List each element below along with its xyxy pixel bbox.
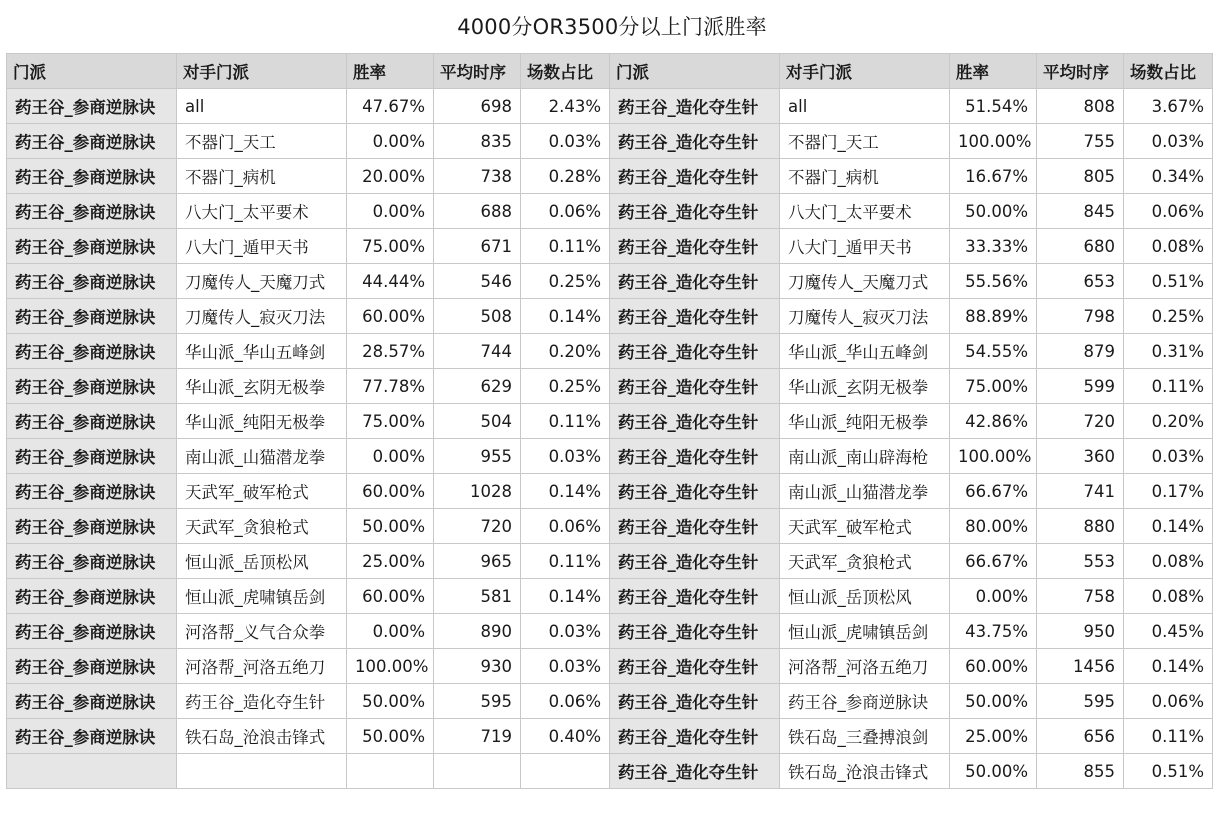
table-row xyxy=(7,544,1213,579)
cell-share-left[interactable]: 0.11% xyxy=(521,404,610,439)
cell-opponent-right[interactable]: 天武军_贪狼枪式 xyxy=(780,544,950,579)
cell-sect-left[interactable]: 药王谷_参商逆脉诀 xyxy=(7,229,177,264)
cell-winrate-right[interactable]: 42.86% xyxy=(950,404,1037,439)
header-winrate-left[interactable]: 胜率 xyxy=(347,54,434,89)
table-row xyxy=(7,649,1213,684)
cell-sect-left[interactable]: 药王谷_参商逆脉诀 xyxy=(7,614,177,649)
cell-opponent-right[interactable]: 铁石岛_沧浪击锋式 xyxy=(780,754,950,789)
cell-opponent-left[interactable]: 华山派_玄阴无极拳 xyxy=(177,369,347,404)
table-row xyxy=(7,264,1213,299)
table-row xyxy=(7,194,1213,229)
cell-avg-time-left[interactable]: 504 xyxy=(434,404,521,439)
cell-winrate-left[interactable]: 60.00% xyxy=(347,299,434,334)
cell-sect-left[interactable]: 药王谷_参商逆脉诀 xyxy=(7,439,177,474)
cell-winrate-left[interactable]: 50.00% xyxy=(347,719,434,754)
cell-avg-time-right[interactable]: 720 xyxy=(1037,404,1124,439)
cell-share-right[interactable]: 0.14% xyxy=(1124,509,1213,544)
cell-sect-left[interactable]: 药王谷_参商逆脉诀 xyxy=(7,719,177,754)
cell-sect-left[interactable]: 药王谷_参商逆脉诀 xyxy=(7,544,177,579)
cell-sect-right[interactable]: 药王谷_造化夺生针 xyxy=(610,474,780,509)
cell-opponent-left[interactable]: 药王谷_造化夺生针 xyxy=(177,684,347,719)
cell-avg-time-left[interactable]: 965 xyxy=(434,544,521,579)
header-sect-right[interactable]: 门派 xyxy=(610,54,780,89)
cell-avg-time-right[interactable]: 656 xyxy=(1037,719,1124,754)
cell-opponent-left[interactable]: 南山派_山猫潜龙拳 xyxy=(177,439,347,474)
cell-sect-right[interactable]: 药王谷_造化夺生针 xyxy=(610,649,780,684)
header-share-right[interactable]: 场数占比 xyxy=(1124,54,1213,89)
cell-share-left[interactable]: 0.20% xyxy=(521,334,610,369)
cell-opponent-right[interactable]: 不器门_病机 xyxy=(780,159,950,194)
cell-opponent-right[interactable]: 华山派_华山五峰剑 xyxy=(780,334,950,369)
cell-sect-left[interactable]: 药王谷_参商逆脉诀 xyxy=(7,509,177,544)
cell-avg-time-left[interactable]: 955 xyxy=(434,439,521,474)
cell-avg-time-left[interactable]: 595 xyxy=(434,684,521,719)
cell-share-right[interactable]: 0.14% xyxy=(1124,649,1213,684)
cell-opponent-left[interactable]: 八大门_遁甲天书 xyxy=(177,229,347,264)
cell-avg-time-right[interactable]: 798 xyxy=(1037,299,1124,334)
cell-share-right[interactable]: 0.11% xyxy=(1124,369,1213,404)
cell-avg-time-right[interactable]: 805 xyxy=(1037,159,1124,194)
cell-avg-time-left[interactable]: 508 xyxy=(434,299,521,334)
cell-sect-right[interactable]: 药王谷_造化夺生针 xyxy=(610,684,780,719)
cell-opponent-left[interactable]: 不器门_病机 xyxy=(177,159,347,194)
cell-avg-time-left[interactable]: 744 xyxy=(434,334,521,369)
header-opponent-right[interactable]: 对手门派 xyxy=(780,54,950,89)
cell-avg-time-right[interactable]: 553 xyxy=(1037,544,1124,579)
cell-share-left[interactable]: 0.11% xyxy=(521,229,610,264)
cell-share-right[interactable]: 0.34% xyxy=(1124,159,1213,194)
cell-sect-left[interactable]: 药王谷_参商逆脉诀 xyxy=(7,404,177,439)
cell-winrate-left[interactable]: 25.00% xyxy=(347,544,434,579)
cell-avg-time-left[interactable]: 1028 xyxy=(434,474,521,509)
cell-sect-right[interactable]: 药王谷_造化夺生针 xyxy=(610,264,780,299)
cell-share-left[interactable]: 0.03% xyxy=(521,439,610,474)
cell-opponent-left[interactable]: 八大门_太平要术 xyxy=(177,194,347,229)
cell-winrate-left[interactable] xyxy=(347,754,434,789)
cell-avg-time-left[interactable]: 738 xyxy=(434,159,521,194)
cell-share-right[interactable]: 0.45% xyxy=(1124,614,1213,649)
cell-sect-right[interactable]: 药王谷_造化夺生针 xyxy=(610,194,780,229)
table-row xyxy=(7,299,1213,334)
cell-sect-left[interactable]: 药王谷_参商逆脉诀 xyxy=(7,299,177,334)
cell-avg-time-left[interactable]: 546 xyxy=(434,264,521,299)
cell-opponent-right[interactable]: 八大门_遁甲天书 xyxy=(780,229,950,264)
cell-avg-time-right[interactable]: 855 xyxy=(1037,754,1124,789)
cell-avg-time-right[interactable]: 653 xyxy=(1037,264,1124,299)
cell-sect-right[interactable]: 药王谷_造化夺生针 xyxy=(610,369,780,404)
cell-share-right[interactable]: 0.06% xyxy=(1124,194,1213,229)
cell-opponent-right[interactable]: 天武军_破军枪式 xyxy=(780,509,950,544)
cell-sect-left[interactable]: 药王谷_参商逆脉诀 xyxy=(7,159,177,194)
cell-sect-right[interactable]: 药王谷_造化夺生针 xyxy=(610,509,780,544)
cell-avg-time-right[interactable]: 741 xyxy=(1037,474,1124,509)
cell-winrate-left[interactable]: 44.44% xyxy=(347,264,434,299)
cell-sect-right[interactable]: 药王谷_造化夺生针 xyxy=(610,544,780,579)
cell-sect-right[interactable]: 药王谷_造化夺生针 xyxy=(610,439,780,474)
cell-winrate-left[interactable]: 60.00% xyxy=(347,579,434,614)
cell-avg-time-right[interactable]: 758 xyxy=(1037,579,1124,614)
cell-winrate-left[interactable]: 20.00% xyxy=(347,159,434,194)
cell-avg-time-left[interactable]: 581 xyxy=(434,579,521,614)
cell-share-left[interactable]: 0.06% xyxy=(521,509,610,544)
cell-share-right[interactable]: 0.06% xyxy=(1124,684,1213,719)
cell-sect-left[interactable]: 药王谷_参商逆脉诀 xyxy=(7,194,177,229)
cell-sect-left[interactable]: 药王谷_参商逆脉诀 xyxy=(7,579,177,614)
cell-sect-right[interactable]: 药王谷_造化夺生针 xyxy=(610,299,780,334)
cell-winrate-left[interactable]: 0.00% xyxy=(347,439,434,474)
cell-winrate-right[interactable]: 100.00% xyxy=(950,124,1037,159)
cell-opponent-right[interactable]: 南山派_山猫潜龙拳 xyxy=(780,474,950,509)
table-row xyxy=(7,474,1213,509)
cell-avg-time-right[interactable]: 595 xyxy=(1037,684,1124,719)
header-avg-time-left[interactable]: 平均时序 xyxy=(434,54,521,89)
cell-share-right[interactable]: 0.20% xyxy=(1124,404,1213,439)
cell-avg-time-right[interactable]: 360 xyxy=(1037,439,1124,474)
cell-winrate-right[interactable]: 0.00% xyxy=(950,579,1037,614)
cell-sect-left[interactable]: 药王谷_参商逆脉诀 xyxy=(7,474,177,509)
cell-share-right[interactable]: 0.25% xyxy=(1124,299,1213,334)
cell-winrate-right[interactable]: 60.00% xyxy=(950,649,1037,684)
cell-winrate-right[interactable]: 54.55% xyxy=(950,334,1037,369)
cell-avg-time-left[interactable] xyxy=(434,754,521,789)
cell-opponent-left[interactable]: 恒山派_岳顶松风 xyxy=(177,544,347,579)
cell-opponent-left[interactable]: 天武军_破军枪式 xyxy=(177,474,347,509)
cell-sect-right[interactable]: 药王谷_造化夺生针 xyxy=(610,89,780,124)
cell-sect-right[interactable]: 药王谷_造化夺生针 xyxy=(610,719,780,754)
cell-winrate-right[interactable]: 51.54% xyxy=(950,89,1037,124)
cell-opponent-right[interactable]: 华山派_纯阳无极拳 xyxy=(780,404,950,439)
cell-avg-time-right[interactable]: 599 xyxy=(1037,369,1124,404)
cell-share-left[interactable]: 2.43% xyxy=(521,89,610,124)
cell-winrate-left[interactable]: 60.00% xyxy=(347,474,434,509)
header-sect-left[interactable]: 门派 xyxy=(7,54,177,89)
cell-winrate-left[interactable]: 75.00% xyxy=(347,404,434,439)
table-row xyxy=(7,719,1213,754)
header-winrate-right[interactable]: 胜率 xyxy=(950,54,1037,89)
header-share-left[interactable]: 场数占比 xyxy=(521,54,610,89)
table-row xyxy=(7,684,1213,719)
cell-winrate-left[interactable]: 77.78% xyxy=(347,369,434,404)
cell-sect-right[interactable]: 药王谷_造化夺生针 xyxy=(610,404,780,439)
cell-winrate-right[interactable]: 88.89% xyxy=(950,299,1037,334)
cell-avg-time-left[interactable]: 629 xyxy=(434,369,521,404)
cell-share-left[interactable]: 0.14% xyxy=(521,299,610,334)
cell-avg-time-left[interactable]: 835 xyxy=(434,124,521,159)
cell-sect-left[interactable]: 药王谷_参商逆脉诀 xyxy=(7,334,177,369)
cell-winrate-right[interactable]: 66.67% xyxy=(950,544,1037,579)
cell-avg-time-left[interactable]: 698 xyxy=(434,89,521,124)
cell-sect-left[interactable]: 药王谷_参商逆脉诀 xyxy=(7,264,177,299)
cell-share-right[interactable]: 0.08% xyxy=(1124,544,1213,579)
cell-share-left[interactable]: 0.25% xyxy=(521,369,610,404)
cell-avg-time-left[interactable]: 671 xyxy=(434,229,521,264)
cell-winrate-right[interactable]: 16.67% xyxy=(950,159,1037,194)
cell-opponent-left[interactable] xyxy=(177,754,347,789)
cell-share-right[interactable]: 0.08% xyxy=(1124,579,1213,614)
cell-share-left[interactable]: 0.06% xyxy=(521,194,610,229)
cell-sect-right[interactable]: 药王谷_造化夺生针 xyxy=(610,614,780,649)
cell-sect-right[interactable]: 药王谷_造化夺生针 xyxy=(610,579,780,614)
cell-opponent-left[interactable]: 华山派_纯阳无极拳 xyxy=(177,404,347,439)
cell-avg-time-right[interactable]: 950 xyxy=(1037,614,1124,649)
table-row xyxy=(7,229,1213,264)
cell-winrate-left[interactable]: 0.00% xyxy=(347,614,434,649)
cell-sect-left[interactable]: 药王谷_参商逆脉诀 xyxy=(7,684,177,719)
cell-sect-right[interactable]: 药王谷_造化夺生针 xyxy=(610,229,780,264)
cell-share-left[interactable]: 0.03% xyxy=(521,124,610,159)
cell-share-left[interactable]: 0.06% xyxy=(521,684,610,719)
cell-share-left[interactable]: 0.14% xyxy=(521,474,610,509)
cell-share-right[interactable]: 0.31% xyxy=(1124,334,1213,369)
cell-opponent-left[interactable]: all xyxy=(177,89,347,124)
table-row xyxy=(7,124,1213,159)
cell-avg-time-left[interactable]: 688 xyxy=(434,194,521,229)
cell-opponent-right[interactable]: 河洛帮_河洛五绝刀 xyxy=(780,649,950,684)
table-row xyxy=(7,89,1213,124)
cell-opponent-left[interactable]: 天武军_贪狼枪式 xyxy=(177,509,347,544)
cell-winrate-right[interactable]: 100.00% xyxy=(950,439,1037,474)
cell-winrate-left[interactable]: 50.00% xyxy=(347,684,434,719)
cell-winrate-right[interactable]: 43.75% xyxy=(950,614,1037,649)
cell-opponent-right[interactable]: 八大门_太平要术 xyxy=(780,194,950,229)
cell-avg-time-left[interactable]: 720 xyxy=(434,509,521,544)
cell-winrate-right[interactable]: 80.00% xyxy=(950,509,1037,544)
cell-share-right[interactable]: 0.03% xyxy=(1124,124,1213,159)
cell-opponent-right[interactable]: all xyxy=(780,89,950,124)
cell-winrate-right[interactable]: 33.33% xyxy=(950,229,1037,264)
cell-share-right[interactable]: 0.11% xyxy=(1124,719,1213,754)
cell-sect-right[interactable]: 药王谷_造化夺生针 xyxy=(610,754,780,789)
cell-winrate-left[interactable]: 47.67% xyxy=(347,89,434,124)
cell-sect-left[interactable] xyxy=(7,754,177,789)
cell-opponent-left[interactable]: 刀魔传人_天魔刀式 xyxy=(177,264,347,299)
cell-avg-time-right[interactable]: 1456 xyxy=(1037,649,1124,684)
cell-opponent-left[interactable]: 华山派_华山五峰剑 xyxy=(177,334,347,369)
cell-winrate-right[interactable]: 50.00% xyxy=(950,194,1037,229)
cell-opponent-left[interactable]: 恒山派_虎啸镇岳剑 xyxy=(177,579,347,614)
table-row xyxy=(7,159,1213,194)
cell-opponent-right[interactable]: 恒山派_虎啸镇岳剑 xyxy=(780,614,950,649)
cell-winrate-left[interactable]: 0.00% xyxy=(347,194,434,229)
table-row xyxy=(7,509,1213,544)
cell-sect-right[interactable]: 药王谷_造化夺生针 xyxy=(610,334,780,369)
winrate-table xyxy=(6,53,1213,789)
cell-avg-time-right[interactable]: 680 xyxy=(1037,229,1124,264)
cell-avg-time-left[interactable]: 719 xyxy=(434,719,521,754)
table-row xyxy=(7,334,1213,369)
cell-winrate-right[interactable]: 50.00% xyxy=(950,684,1037,719)
cell-opponent-right[interactable]: 南山派_南山辟海枪 xyxy=(780,439,950,474)
header-avg-time-right[interactable]: 平均时序 xyxy=(1037,54,1124,89)
cell-opponent-right[interactable]: 铁石岛_三叠搏浪剑 xyxy=(780,719,950,754)
cell-opponent-right[interactable]: 不器门_天工 xyxy=(780,124,950,159)
cell-share-left[interactable]: 0.40% xyxy=(521,719,610,754)
cell-share-left[interactable]: 0.03% xyxy=(521,649,610,684)
table-row xyxy=(7,579,1213,614)
cell-opponent-right[interactable]: 刀魔传人_寂灭刀法 xyxy=(780,299,950,334)
header-opponent-left[interactable]: 对手门派 xyxy=(177,54,347,89)
cell-share-right[interactable]: 3.67% xyxy=(1124,89,1213,124)
cell-opponent-left[interactable]: 不器门_天工 xyxy=(177,124,347,159)
cell-share-left[interactable]: 0.03% xyxy=(521,614,610,649)
cell-sect-left[interactable]: 药王谷_参商逆脉诀 xyxy=(7,649,177,684)
cell-avg-time-right[interactable]: 808 xyxy=(1037,89,1124,124)
cell-share-right[interactable]: 0.17% xyxy=(1124,474,1213,509)
cell-share-left[interactable]: 0.25% xyxy=(521,264,610,299)
header-row xyxy=(7,54,1213,89)
cell-share-left[interactable]: 0.28% xyxy=(521,159,610,194)
cell-avg-time-left[interactable]: 930 xyxy=(434,649,521,684)
cell-share-right[interactable]: 0.03% xyxy=(1124,439,1213,474)
cell-avg-time-left[interactable]: 890 xyxy=(434,614,521,649)
cell-avg-time-right[interactable]: 755 xyxy=(1037,124,1124,159)
cell-share-right[interactable]: 0.51% xyxy=(1124,754,1213,789)
cell-sect-left[interactable]: 药王谷_参商逆脉诀 xyxy=(7,89,177,124)
cell-winrate-right[interactable]: 55.56% xyxy=(950,264,1037,299)
cell-opponent-left[interactable]: 河洛帮_河洛五绝刀 xyxy=(177,649,347,684)
cell-opponent-left[interactable]: 铁石岛_沧浪击锋式 xyxy=(177,719,347,754)
table-row xyxy=(7,614,1213,649)
cell-avg-time-right[interactable]: 845 xyxy=(1037,194,1124,229)
cell-opponent-right[interactable]: 华山派_玄阴无极拳 xyxy=(780,369,950,404)
table-row xyxy=(7,439,1213,474)
cell-opponent-left[interactable]: 河洛帮_义气合众拳 xyxy=(177,614,347,649)
cell-avg-time-right[interactable]: 880 xyxy=(1037,509,1124,544)
cell-winrate-left[interactable]: 75.00% xyxy=(347,229,434,264)
cell-sect-left[interactable]: 药王谷_参商逆脉诀 xyxy=(7,369,177,404)
cell-sect-left[interactable]: 药王谷_参商逆脉诀 xyxy=(7,124,177,159)
cell-winrate-left[interactable]: 0.00% xyxy=(347,124,434,159)
cell-opponent-right[interactable]: 刀魔传人_天魔刀式 xyxy=(780,264,950,299)
cell-winrate-right[interactable]: 66.67% xyxy=(950,474,1037,509)
cell-avg-time-right[interactable]: 879 xyxy=(1037,334,1124,369)
table-row xyxy=(7,404,1213,439)
cell-winrate-left[interactable]: 100.00% xyxy=(347,649,434,684)
cell-share-left[interactable]: 0.11% xyxy=(521,544,610,579)
cell-sect-right[interactable]: 药王谷_造化夺生针 xyxy=(610,124,780,159)
cell-winrate-left[interactable]: 50.00% xyxy=(347,509,434,544)
cell-winrate-right[interactable]: 75.00% xyxy=(950,369,1037,404)
cell-winrate-right[interactable]: 25.00% xyxy=(950,719,1037,754)
cell-share-right[interactable]: 0.08% xyxy=(1124,229,1213,264)
cell-share-left[interactable]: 0.14% xyxy=(521,579,610,614)
cell-opponent-left[interactable]: 刀魔传人_寂灭刀法 xyxy=(177,299,347,334)
page-title: 4000分OR3500分以上门派胜率 xyxy=(457,15,767,39)
cell-winrate-right[interactable]: 50.00% xyxy=(950,754,1037,789)
cell-opponent-right[interactable]: 药王谷_参商逆脉诀 xyxy=(780,684,950,719)
cell-winrate-left[interactable]: 28.57% xyxy=(347,334,434,369)
table-row xyxy=(7,369,1213,404)
cell-share-right[interactable]: 0.51% xyxy=(1124,264,1213,299)
table-row xyxy=(7,754,1213,789)
cell-share-left[interactable] xyxy=(521,754,610,789)
cell-opponent-right[interactable]: 恒山派_岳顶松风 xyxy=(780,579,950,614)
cell-sect-right[interactable]: 药王谷_造化夺生针 xyxy=(610,159,780,194)
